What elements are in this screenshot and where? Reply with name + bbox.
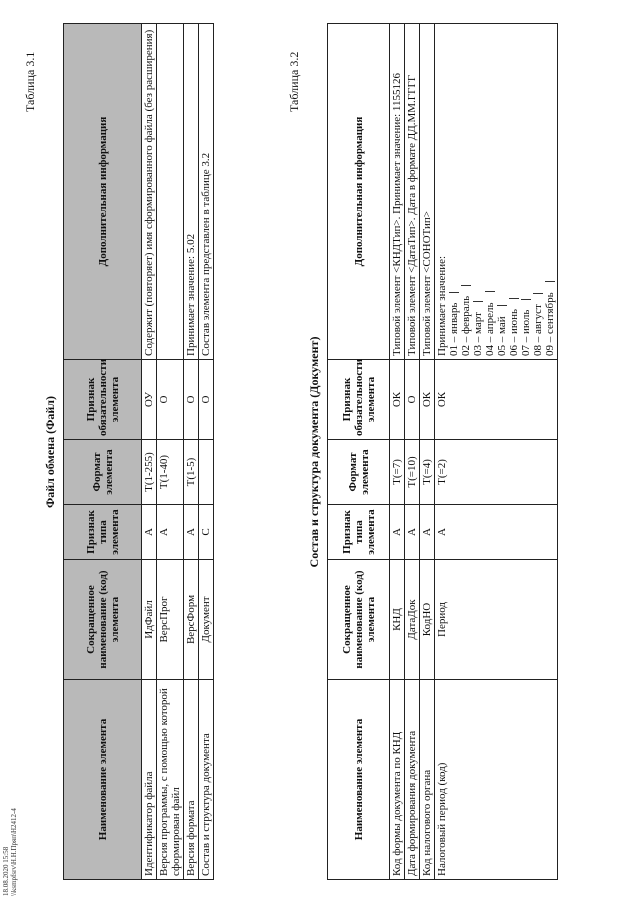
- cell: ОУ: [142, 360, 157, 440]
- cell: Т(=4): [420, 440, 435, 505]
- cell: КодНО: [420, 560, 435, 680]
- cell: Версия программы, с помощью которой сформирован файл: [157, 680, 184, 880]
- t2-header-name: Наименование элемента: [328, 680, 390, 880]
- list-item: 07 – июль: [520, 27, 532, 356]
- cell: ДатаДок: [405, 560, 420, 680]
- cell: Т(=10): [405, 440, 420, 505]
- cell: Т(1-5): [184, 440, 199, 505]
- cell: ВерсПрог: [157, 560, 184, 680]
- table-document-structure: [327, 23, 558, 880]
- cell: Налоговый период (код): [435, 680, 558, 880]
- cell: Документ: [199, 560, 214, 680]
- cell: А: [435, 505, 558, 560]
- table1-caption: Таблица 3.1: [23, 51, 37, 112]
- cell: Т(=2): [435, 440, 558, 505]
- cell: ИдФайл: [142, 560, 157, 680]
- cell: А: [405, 505, 420, 560]
- cell: Т(=7): [390, 440, 405, 505]
- table2-caption: Таблица 3.2: [287, 51, 301, 112]
- t1-header-required: Признак обязательности элемента: [64, 360, 142, 440]
- list-item: 06 – июнь: [508, 27, 520, 356]
- table-row: [390, 24, 405, 880]
- cell: Код формы документа по КНД: [390, 680, 405, 880]
- cell: [157, 24, 184, 360]
- t1-header-info: Дополнительная информация: [64, 24, 142, 360]
- cell: Код налогового органа: [420, 680, 435, 880]
- cell: ОК: [435, 360, 558, 440]
- footer-text: [2, 808, 18, 896]
- table-row: [157, 24, 184, 880]
- footer-path: \\ksmpfsrv\Н.Н.Пряп\Н2412-4: [10, 808, 18, 896]
- cell: Идентификатор файла: [142, 680, 157, 880]
- cell: ОК: [420, 360, 435, 440]
- table-row: [405, 24, 420, 880]
- cell: О: [157, 360, 184, 440]
- list-item: 02 – февраль: [460, 27, 472, 356]
- cell: ВерсФорм: [184, 560, 199, 680]
- period-values-cell: [435, 24, 558, 360]
- cell: А: [390, 505, 405, 560]
- months-list: [448, 27, 556, 356]
- cell: [199, 440, 214, 505]
- footer-stamp: [2, 700, 24, 900]
- list-item: 03 – март: [472, 27, 484, 356]
- cell: Принимает значение: 5.02: [184, 24, 199, 360]
- cell: Т(1-255): [142, 440, 157, 505]
- period-values-intro: Принимает значение:: [436, 255, 448, 356]
- cell: Типовой элемент <КНДТип>. Принимает значение: 1155126: [390, 24, 405, 360]
- list-item: 05 – май: [496, 27, 508, 356]
- cell: Типовой элемент <ДатаТип>. Дата в формате ДД.ММ.ГГГГ: [405, 24, 420, 360]
- cell: О: [405, 360, 420, 440]
- cell: Состав и структура документа: [199, 680, 214, 880]
- table-row: [199, 24, 214, 880]
- t2-header-type: Признак типа элемента: [328, 505, 390, 560]
- cell: О: [184, 360, 199, 440]
- t2-header-info: Дополнительная информация: [328, 24, 390, 360]
- cell: Дата формирования документа: [405, 680, 420, 880]
- table-file-exchange: [63, 23, 214, 880]
- t2-header-required: Признак обязательности элемента: [328, 360, 390, 440]
- cell: ОК: [390, 360, 405, 440]
- cell: О: [199, 360, 214, 440]
- table-row: [420, 24, 435, 880]
- table1-title: Файл обмена (Файл): [43, 395, 57, 509]
- table-row: [142, 24, 157, 880]
- rotated-content: [15, 12, 625, 892]
- t1-header-name: Наименование элемента: [64, 680, 142, 880]
- cell: А: [157, 505, 184, 560]
- t1-header-format: Формат элемента: [64, 440, 142, 505]
- cell: Т(1-40): [157, 440, 184, 505]
- list-item: 08 – август: [532, 27, 544, 356]
- cell: С: [199, 505, 214, 560]
- t1-header-type: Признак типа элемента: [64, 505, 142, 560]
- cell: Период: [435, 560, 558, 680]
- cell: КНД: [390, 560, 405, 680]
- t2-header-format: Формат элемента: [328, 440, 390, 505]
- t2-header-code: Сокращенное наименование (код) элемента: [328, 560, 390, 680]
- t1-header-code: Сокращенное наименование (код) элемента: [64, 560, 142, 680]
- table-row: [184, 24, 199, 880]
- footer-timestamp: 18.08.2020 15:58: [2, 846, 10, 896]
- table2-title: Состав и структура документа (Документ): [307, 336, 321, 568]
- list-item: 09 – сентябрь: [544, 27, 556, 356]
- cell: Содержит (повторяет) имя сформированного файла (без расширения): [142, 24, 157, 360]
- cell: А: [420, 505, 435, 560]
- cell: Состав элемента представлен в таблице 3.2: [199, 24, 214, 360]
- list-item: 04 – апрель: [484, 27, 496, 356]
- cell: А: [142, 505, 157, 560]
- table-row: [435, 24, 558, 880]
- cell: А: [184, 505, 199, 560]
- list-item: 01 – январь: [448, 27, 460, 356]
- cell: Типовой элемент <СОНОТип>: [420, 24, 435, 360]
- cell: Версия формата: [184, 680, 199, 880]
